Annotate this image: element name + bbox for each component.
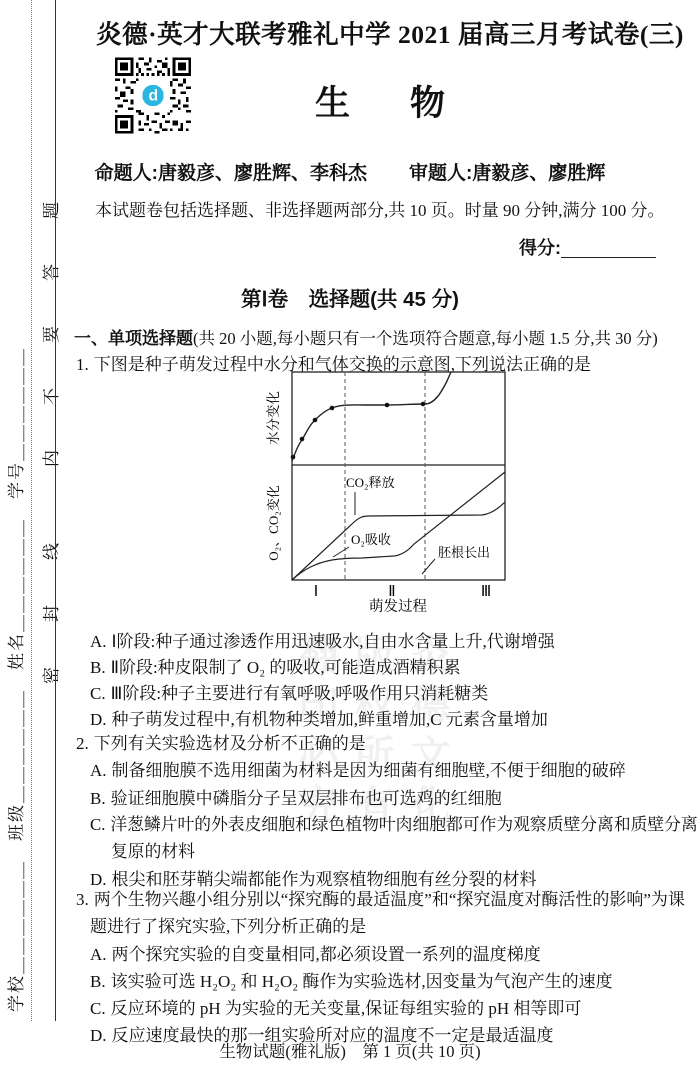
section1-title: 第Ⅰ卷 选择题(共 45 分) <box>241 288 459 311</box>
o2-annotation-leader <box>333 547 349 557</box>
seal-text: 密 封 线 内 不 要 答 题 <box>42 188 61 684</box>
part1-label: 一、单项选择题 <box>74 329 193 348</box>
q2-option-b <box>90 784 502 809</box>
option-text: Ⅲ阶段:种子主要进行有氧呼吸,呼吸作用只消耗糖类 <box>110 684 489 703</box>
q1-option-a <box>90 627 555 652</box>
option-label: B. <box>90 789 106 808</box>
phase-label-1: Ⅰ <box>313 582 319 600</box>
option-label: D. <box>90 1026 107 1045</box>
option-label: B. <box>90 658 106 677</box>
score-line <box>519 234 656 260</box>
water-curve-markers <box>291 402 426 460</box>
question-text: 两个生物兴趣小组分别以“探究酶的最适温度”和“探究温度对酶活性的影响”为课题进行了探究实验,下列分析正确的是 <box>90 890 685 936</box>
o2-curve <box>292 472 505 580</box>
question-text: 下图是种子萌发过程中水分和气体交换的示意图,下列说法正确的是 <box>93 355 591 374</box>
exam-title: 炎德·英才大联考雅礼中学 2021 届高三月考试卷(三) <box>96 20 684 49</box>
q1-option-b <box>90 653 461 678</box>
y-axis-label-gas: O₂、CO₂变化 <box>266 485 281 561</box>
q3-option-a <box>90 940 541 965</box>
q1-option-c <box>90 679 488 704</box>
reviewers-label: 审题人:唐毅彦、廖胜辉 <box>409 163 606 184</box>
setters-label: 命题人:唐毅彦、廖胜辉、李科杰 <box>94 163 367 184</box>
phase-label-3: Ⅲ <box>480 582 492 600</box>
radicle-annotation: 胚根长出 <box>438 545 491 560</box>
seal-dotted-line <box>31 0 32 1021</box>
qr-finder-top-left <box>115 58 133 76</box>
option-text: 两个探究实验的自变量相同,都必须设置一系列的温度梯度 <box>111 945 541 964</box>
setters-line <box>0 158 700 185</box>
option-label: A. <box>90 761 107 780</box>
q2-option-c <box>90 811 700 865</box>
option-text: 根尖和胚芽鞘尖端都能作为观察植物细胞有丝分裂的材料 <box>111 870 537 889</box>
question-3-stem <box>76 886 688 940</box>
question-2-stem <box>76 729 366 754</box>
score-label: 得分: <box>519 238 561 258</box>
x-axis-label: 萌发过程 <box>369 599 427 613</box>
option-label: B. <box>90 972 106 991</box>
q1-option-d <box>90 705 548 730</box>
part1-note: (共 20 小题,每小题只有一个选项符合题意,每小题 1.5 分,共 30 分) <box>193 329 658 348</box>
option-label: A. <box>90 945 107 964</box>
phase-label-2: Ⅱ <box>388 582 396 600</box>
q3-option-b <box>90 967 613 992</box>
radicle-annotation-leader <box>422 559 435 574</box>
water-curve <box>292 372 451 461</box>
question-number: 1. <box>76 355 89 374</box>
question-text: 下列有关实验选材及分析不正确的是 <box>93 734 366 753</box>
exam-instructions: 本试题卷包括选择题、非选择题两部分,共 10 页。时量 90 分钟,满分 100 分。 <box>95 201 665 220</box>
q2-option-a <box>90 756 626 781</box>
option-label: A. <box>90 632 107 651</box>
question-number: 3. <box>76 890 89 909</box>
co2-curve <box>292 502 505 580</box>
option-text: 验证细胞膜中磷脂分子呈双层排布也可选鸡的红细胞 <box>110 789 502 808</box>
germination-chart <box>262 368 512 613</box>
option-label: D. <box>90 870 107 889</box>
option-label: C. <box>90 684 106 703</box>
q3-option-c <box>90 994 581 1019</box>
page-footer: 生物试题(雅礼版) 第 1 页(共 10 页) <box>219 1042 481 1061</box>
option-text: 洋葱鳞片叶的外表皮细胞和绿色植物叶肉细胞都可作为观察质壁分离和质壁分离复原的材料 <box>110 815 698 861</box>
qr-finder-top-right <box>173 58 191 76</box>
question-number: 2. <box>76 734 89 753</box>
option-text: 该实验可选 H₂O₂ 和 H₂O₂ 酶作为实验选材,因变量为气泡产生的速度 <box>110 972 613 991</box>
co2-release-annotation: CO₂释放 <box>346 475 395 490</box>
option-label: C. <box>90 815 106 834</box>
margin-solid-line <box>55 0 56 1021</box>
option-text: 种子萌发过程中,有机物种类增加,鲜重增加,C 元素含量增加 <box>111 710 548 729</box>
copyright-watermark: 炎德文化版权所有翻印必究 <box>293 634 450 834</box>
option-text: 制备细胞膜不选用细菌为材料是因为细菌有细胞壁,不便于细胞的破碎 <box>111 761 626 780</box>
option-text: Ⅱ阶段:种皮限制了 O₂ 的吸收,可能造成酒精积累 <box>110 658 461 677</box>
option-label: D. <box>90 710 107 729</box>
student-info-fields: 学校＿＿＿＿＿＿ 班级＿＿＿＿＿＿ 姓名＿＿＿＿＿＿ 学号＿＿＿＿＿＿ <box>7 347 26 1012</box>
y-axis-label-water: 水分变化 <box>266 391 281 445</box>
part1-heading <box>74 324 658 349</box>
option-text: 反应速度最快的那一组实验所对应的温度不一定是最适温度 <box>111 1026 554 1045</box>
option-text: Ⅰ阶段:种子通过渗透作用迅速吸水,自由水含量上升,代谢增强 <box>111 632 555 651</box>
qr-logo-letter: d <box>148 87 159 105</box>
option-text: 反应环境的 pH 为实验的无关变量,保证每组实验的 pH 相等即可 <box>110 999 582 1018</box>
o2-uptake-annotation: O₂吸收 <box>351 532 391 547</box>
option-label: C. <box>90 999 106 1018</box>
subject-title: 生物 <box>314 84 505 123</box>
score-blank <box>561 237 656 258</box>
